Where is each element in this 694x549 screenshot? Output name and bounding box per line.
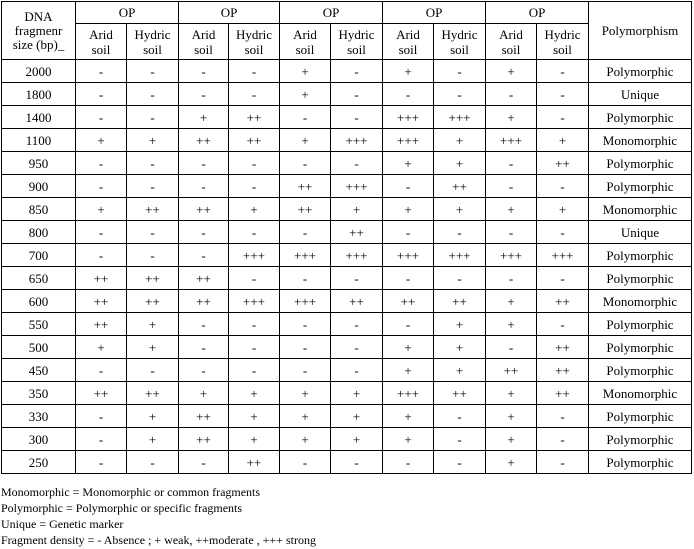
- density-cell: -: [383, 313, 434, 336]
- density-cell: ++: [280, 175, 331, 198]
- density-cell: +: [127, 405, 179, 428]
- density-cell: +++: [229, 290, 280, 313]
- density-cell: ++: [383, 290, 434, 313]
- density-cell: +++: [434, 106, 486, 129]
- fragment-size-cell: 1800: [2, 83, 76, 106]
- density-cell: ++: [537, 336, 589, 359]
- density-cell: +: [229, 428, 280, 451]
- polymorphism-cell: Monomorphic: [589, 198, 692, 221]
- density-cell: ++: [537, 152, 589, 175]
- hydric-soil-header-line: soil: [553, 41, 572, 57]
- arid-soil-header-line: Arid: [89, 26, 113, 42]
- density-cell: -: [537, 451, 589, 474]
- density-cell: -: [229, 336, 280, 359]
- density-cell: +++: [383, 129, 434, 152]
- density-cell: -: [127, 175, 179, 198]
- density-cell: +++: [331, 129, 383, 152]
- density-cell: +++: [486, 244, 537, 267]
- density-cell: -: [383, 451, 434, 474]
- density-cell: -: [537, 267, 589, 290]
- density-cell: +: [434, 152, 486, 175]
- density-cell: -: [229, 175, 280, 198]
- density-cell: -: [537, 60, 589, 83]
- density-cell: -: [537, 405, 589, 428]
- polymorphism-cell: Polymorphic: [589, 175, 692, 198]
- group-header: OP: [486, 2, 589, 24]
- density-cell: -: [383, 267, 434, 290]
- table-row: [2, 336, 692, 359]
- density-cell: -: [434, 451, 486, 474]
- density-cell: +: [486, 428, 537, 451]
- density-cell: +: [76, 198, 127, 221]
- density-cell: +: [434, 359, 486, 382]
- table-header: [2, 2, 692, 60]
- table-row: [2, 382, 692, 405]
- legend-line: Polymorphic = Polymorphic or specific fragments: [1, 501, 243, 515]
- density-cell: +: [127, 428, 179, 451]
- fragment-size-cell: 600: [2, 290, 76, 313]
- group-header: OP: [179, 2, 280, 24]
- density-cell: +++: [383, 244, 434, 267]
- hydric-soil-header-line: soil: [450, 41, 469, 57]
- fragment-size-cell: 800: [2, 221, 76, 244]
- density-cell: +: [486, 198, 537, 221]
- density-cell: +: [383, 198, 434, 221]
- density-cell: ++: [537, 359, 589, 382]
- density-cell: -: [486, 83, 537, 106]
- arid-soil-header-line: soil: [398, 41, 418, 57]
- density-cell: +++: [434, 244, 486, 267]
- fragment-size-cell: 300: [2, 428, 76, 451]
- density-cell: -: [331, 152, 383, 175]
- density-cell: -: [76, 106, 127, 129]
- density-cell: -: [76, 175, 127, 198]
- density-cell: -: [76, 83, 127, 106]
- density-cell: ++: [127, 382, 179, 405]
- density-cell: -: [434, 267, 486, 290]
- density-cell: -: [179, 244, 229, 267]
- arid-soil-header-line: soil: [295, 41, 315, 57]
- density-cell: +++: [331, 175, 383, 198]
- density-cell: -: [179, 175, 229, 198]
- arid-soil-header: [486, 24, 537, 60]
- density-cell: +: [280, 60, 331, 83]
- arid-soil-header-line: Arid: [499, 26, 523, 42]
- density-cell: -: [229, 221, 280, 244]
- fragment-size-cell: 700: [2, 244, 76, 267]
- density-cell: -: [280, 359, 331, 382]
- density-cell: -: [179, 336, 229, 359]
- density-cell: -: [383, 221, 434, 244]
- density-cell: ++: [434, 382, 486, 405]
- density-cell: -: [229, 152, 280, 175]
- polymorphism-cell: Polymorphic: [589, 244, 692, 267]
- density-cell: -: [76, 244, 127, 267]
- density-cell: -: [434, 405, 486, 428]
- fragment-size-cell: 350: [2, 382, 76, 405]
- polymorphism-cell: Polymorphic: [589, 313, 692, 336]
- density-cell: +: [331, 198, 383, 221]
- density-cell: -: [229, 267, 280, 290]
- fragment-size-cell: 450: [2, 359, 76, 382]
- density-cell: ++: [76, 313, 127, 336]
- size-header: [2, 2, 76, 60]
- density-cell: +: [280, 129, 331, 152]
- fragment-size-cell: 1100: [2, 129, 76, 152]
- density-cell: +++: [331, 244, 383, 267]
- density-cell: -: [76, 221, 127, 244]
- legend-line: Unique = Genetic marker: [1, 517, 124, 531]
- density-cell: ++: [127, 290, 179, 313]
- group-header: OP: [76, 2, 179, 24]
- density-cell: -: [127, 152, 179, 175]
- density-cell: -: [179, 451, 229, 474]
- density-cell: +: [383, 405, 434, 428]
- fragment-size-cell: 550: [2, 313, 76, 336]
- polymorphism-cell: Polymorphic: [589, 60, 692, 83]
- density-cell: -: [280, 313, 331, 336]
- density-cell: +: [486, 106, 537, 129]
- density-cell: +: [331, 382, 383, 405]
- density-cell: +: [486, 405, 537, 428]
- density-cell: -: [537, 428, 589, 451]
- table-row: [2, 359, 692, 382]
- table-body: [2, 60, 692, 474]
- subheader-row: [2, 24, 692, 60]
- density-cell: -: [486, 336, 537, 359]
- density-cell: ++: [179, 405, 229, 428]
- density-cell: -: [537, 106, 589, 129]
- polymorphism-cell: Polymorphic: [589, 267, 692, 290]
- hydric-soil-header-line: Hydric: [544, 26, 581, 42]
- density-cell: -: [537, 175, 589, 198]
- density-cell: +: [280, 382, 331, 405]
- polymorphism-cell: Polymorphic: [589, 451, 692, 474]
- density-cell: +: [280, 428, 331, 451]
- density-cell: -: [179, 313, 229, 336]
- density-cell: ++: [76, 267, 127, 290]
- density-cell: +: [383, 336, 434, 359]
- density-cell: -: [127, 106, 179, 129]
- density-cell: +++: [537, 244, 589, 267]
- density-cell: -: [383, 83, 434, 106]
- density-cell: -: [486, 175, 537, 198]
- density-cell: -: [331, 359, 383, 382]
- fragment-size-cell: 330: [2, 405, 76, 428]
- density-cell: -: [229, 359, 280, 382]
- density-cell: -: [486, 267, 537, 290]
- density-cell: -: [127, 221, 179, 244]
- table-row: [2, 290, 692, 313]
- table-row: [2, 221, 692, 244]
- density-cell: +: [383, 428, 434, 451]
- density-cell: ++: [179, 290, 229, 313]
- group-header: OP: [280, 2, 383, 24]
- density-cell: ++: [127, 198, 179, 221]
- density-cell: ++: [76, 290, 127, 313]
- size-header-line: size (bp)_: [12, 36, 65, 52]
- fragment-size-cell: 900: [2, 175, 76, 198]
- arid-soil-header-line: Arid: [293, 26, 317, 42]
- density-cell: +++: [383, 382, 434, 405]
- table-row: [2, 175, 692, 198]
- density-cell: ++: [331, 290, 383, 313]
- density-cell: +: [229, 405, 280, 428]
- density-cell: -: [434, 428, 486, 451]
- polymorphism-cell: Monomorphic: [589, 129, 692, 152]
- size-header-line: fragmenr: [14, 22, 63, 38]
- arid-soil-header: [383, 24, 434, 60]
- polymorphism-cell: Polymorphic: [589, 405, 692, 428]
- polymorphism-header: Polymorphism: [589, 2, 692, 60]
- group-header: OP: [383, 2, 486, 24]
- hydric-soil-header-line: soil: [143, 41, 162, 57]
- table-row: [2, 313, 692, 336]
- density-cell: -: [179, 83, 229, 106]
- density-cell: +: [383, 359, 434, 382]
- density-cell: +: [383, 60, 434, 83]
- hydric-soil-header: [127, 24, 179, 60]
- density-cell: -: [434, 83, 486, 106]
- density-cell: -: [179, 60, 229, 83]
- arid-soil-header-line: Arid: [396, 26, 420, 42]
- density-cell: +: [434, 129, 486, 152]
- table-row: [2, 129, 692, 152]
- density-cell: -: [76, 359, 127, 382]
- fragment-size-cell: 2000: [2, 60, 76, 83]
- hydric-soil-header-line: Hydric: [134, 26, 171, 42]
- density-cell: -: [486, 221, 537, 244]
- density-cell: -: [331, 313, 383, 336]
- density-cell: +++: [486, 129, 537, 152]
- arid-soil-header-line: soil: [91, 41, 111, 57]
- density-cell: +: [331, 428, 383, 451]
- density-cell: +: [486, 290, 537, 313]
- hydric-soil-header: [434, 24, 486, 60]
- density-cell: -: [537, 313, 589, 336]
- legend-line: Fragment density = - Absence ; + weak, ++moderate , +++ strong: [1, 533, 316, 547]
- legend: [1, 484, 316, 548]
- table-row: [2, 267, 692, 290]
- density-cell: -: [127, 451, 179, 474]
- density-cell: +: [537, 129, 589, 152]
- density-cell: -: [331, 267, 383, 290]
- density-cell: +: [229, 382, 280, 405]
- density-cell: +: [179, 106, 229, 129]
- density-cell: +: [537, 198, 589, 221]
- density-cell: +: [280, 405, 331, 428]
- density-cell: ++: [331, 221, 383, 244]
- density-cell: -: [280, 221, 331, 244]
- density-cell: -: [486, 152, 537, 175]
- polymorphism-cell: Monomorphic: [589, 290, 692, 313]
- density-cell: ++: [179, 428, 229, 451]
- polymorphism-cell: Polymorphic: [589, 336, 692, 359]
- hydric-soil-header-line: soil: [347, 41, 366, 57]
- density-cell: -: [280, 336, 331, 359]
- polymorphism-cell: Polymorphic: [589, 152, 692, 175]
- hydric-soil-header-line: Hydric: [441, 26, 478, 42]
- density-cell: -: [179, 359, 229, 382]
- density-cell: ++: [280, 198, 331, 221]
- density-cell: ++: [537, 290, 589, 313]
- hydric-soil-header-line: soil: [244, 41, 264, 57]
- density-cell: +: [486, 313, 537, 336]
- hydric-soil-header: [229, 24, 280, 60]
- density-cell: +: [434, 198, 486, 221]
- table-row: [2, 244, 692, 267]
- density-cell: ++: [179, 198, 229, 221]
- density-cell: -: [127, 83, 179, 106]
- density-cell: -: [331, 60, 383, 83]
- density-cell: +: [331, 405, 383, 428]
- density-cell: +: [179, 382, 229, 405]
- table-row: [2, 428, 692, 451]
- hydric-soil-header: [537, 24, 589, 60]
- arid-soil-header: [280, 24, 331, 60]
- density-cell: +: [127, 313, 179, 336]
- polymorphism-cell: Unique: [589, 83, 692, 106]
- density-cell: ++: [434, 290, 486, 313]
- density-cell: -: [383, 175, 434, 198]
- density-cell: -: [537, 83, 589, 106]
- arid-soil-header-line: Arid: [191, 26, 216, 42]
- arid-soil-header: [76, 24, 127, 60]
- density-cell: -: [434, 60, 486, 83]
- hydric-soil-header-line: Hydric: [338, 26, 375, 42]
- fragment-size-cell: 850: [2, 198, 76, 221]
- density-cell: -: [280, 267, 331, 290]
- density-cell: ++: [229, 451, 280, 474]
- density-cell: +: [280, 83, 331, 106]
- fragment-size-cell: 950: [2, 152, 76, 175]
- table-row: [2, 198, 692, 221]
- density-cell: ++: [537, 382, 589, 405]
- density-cell: -: [76, 451, 127, 474]
- density-cell: -: [76, 60, 127, 83]
- density-cell: ++: [179, 129, 229, 152]
- density-cell: -: [76, 428, 127, 451]
- density-cell: +++: [229, 244, 280, 267]
- polymorphism-cell: Polymorphic: [589, 106, 692, 129]
- density-cell: ++: [127, 267, 179, 290]
- density-cell: -: [179, 152, 229, 175]
- density-cell: -: [127, 60, 179, 83]
- hydric-soil-header: [331, 24, 383, 60]
- density-cell: -: [127, 244, 179, 267]
- polymorphism-cell: Monomorphic: [589, 382, 692, 405]
- density-cell: -: [434, 221, 486, 244]
- density-cell: -: [229, 60, 280, 83]
- table-row: [2, 451, 692, 474]
- table-row: [2, 60, 692, 83]
- table-row: [2, 106, 692, 129]
- fragment-table: [1, 1, 692, 474]
- density-cell: -: [280, 451, 331, 474]
- fragment-size-cell: 650: [2, 267, 76, 290]
- density-cell: ++: [76, 382, 127, 405]
- density-cell: -: [127, 359, 179, 382]
- density-cell: -: [537, 221, 589, 244]
- density-cell: -: [331, 106, 383, 129]
- legend-line: Monomorphic = Monomorphic or common fragments: [1, 485, 261, 499]
- density-cell: +++: [280, 244, 331, 267]
- table-row: [2, 152, 692, 175]
- fragment-size-cell: 500: [2, 336, 76, 359]
- density-cell: -: [280, 106, 331, 129]
- density-cell: +++: [383, 106, 434, 129]
- density-cell: +++: [280, 290, 331, 313]
- density-cell: -: [229, 313, 280, 336]
- table-row: [2, 405, 692, 428]
- polymorphism-cell: Polymorphic: [589, 428, 692, 451]
- density-cell: ++: [229, 129, 280, 152]
- density-cell: -: [280, 152, 331, 175]
- density-cell: +: [127, 129, 179, 152]
- density-cell: -: [229, 83, 280, 106]
- arid-soil-header-line: soil: [501, 41, 521, 57]
- density-cell: +: [486, 382, 537, 405]
- density-cell: +: [434, 336, 486, 359]
- density-cell: -: [331, 451, 383, 474]
- density-cell: -: [179, 221, 229, 244]
- density-cell: +: [434, 313, 486, 336]
- density-cell: +: [229, 198, 280, 221]
- polymorphism-cell: Polymorphic: [589, 359, 692, 382]
- polymorphism-cell: Unique: [589, 221, 692, 244]
- density-cell: +: [76, 129, 127, 152]
- density-cell: -: [331, 83, 383, 106]
- size-header-line: DNA: [24, 8, 53, 24]
- density-cell: ++: [229, 106, 280, 129]
- density-cell: ++: [486, 359, 537, 382]
- arid-soil-header-line: soil: [194, 41, 213, 57]
- density-cell: +: [486, 451, 537, 474]
- density-cell: +: [76, 336, 127, 359]
- table-row: [2, 83, 692, 106]
- density-cell: -: [331, 336, 383, 359]
- density-cell: +: [383, 152, 434, 175]
- density-cell: -: [76, 405, 127, 428]
- density-cell: ++: [434, 175, 486, 198]
- fragment-size-cell: 1400: [2, 106, 76, 129]
- fragment-size-cell: 250: [2, 451, 76, 474]
- density-cell: +: [127, 336, 179, 359]
- density-cell: +: [486, 60, 537, 83]
- arid-soil-header: [179, 24, 229, 60]
- density-cell: -: [76, 152, 127, 175]
- density-cell: ++: [179, 267, 229, 290]
- hydric-soil-header-line: Hydric: [235, 26, 273, 42]
